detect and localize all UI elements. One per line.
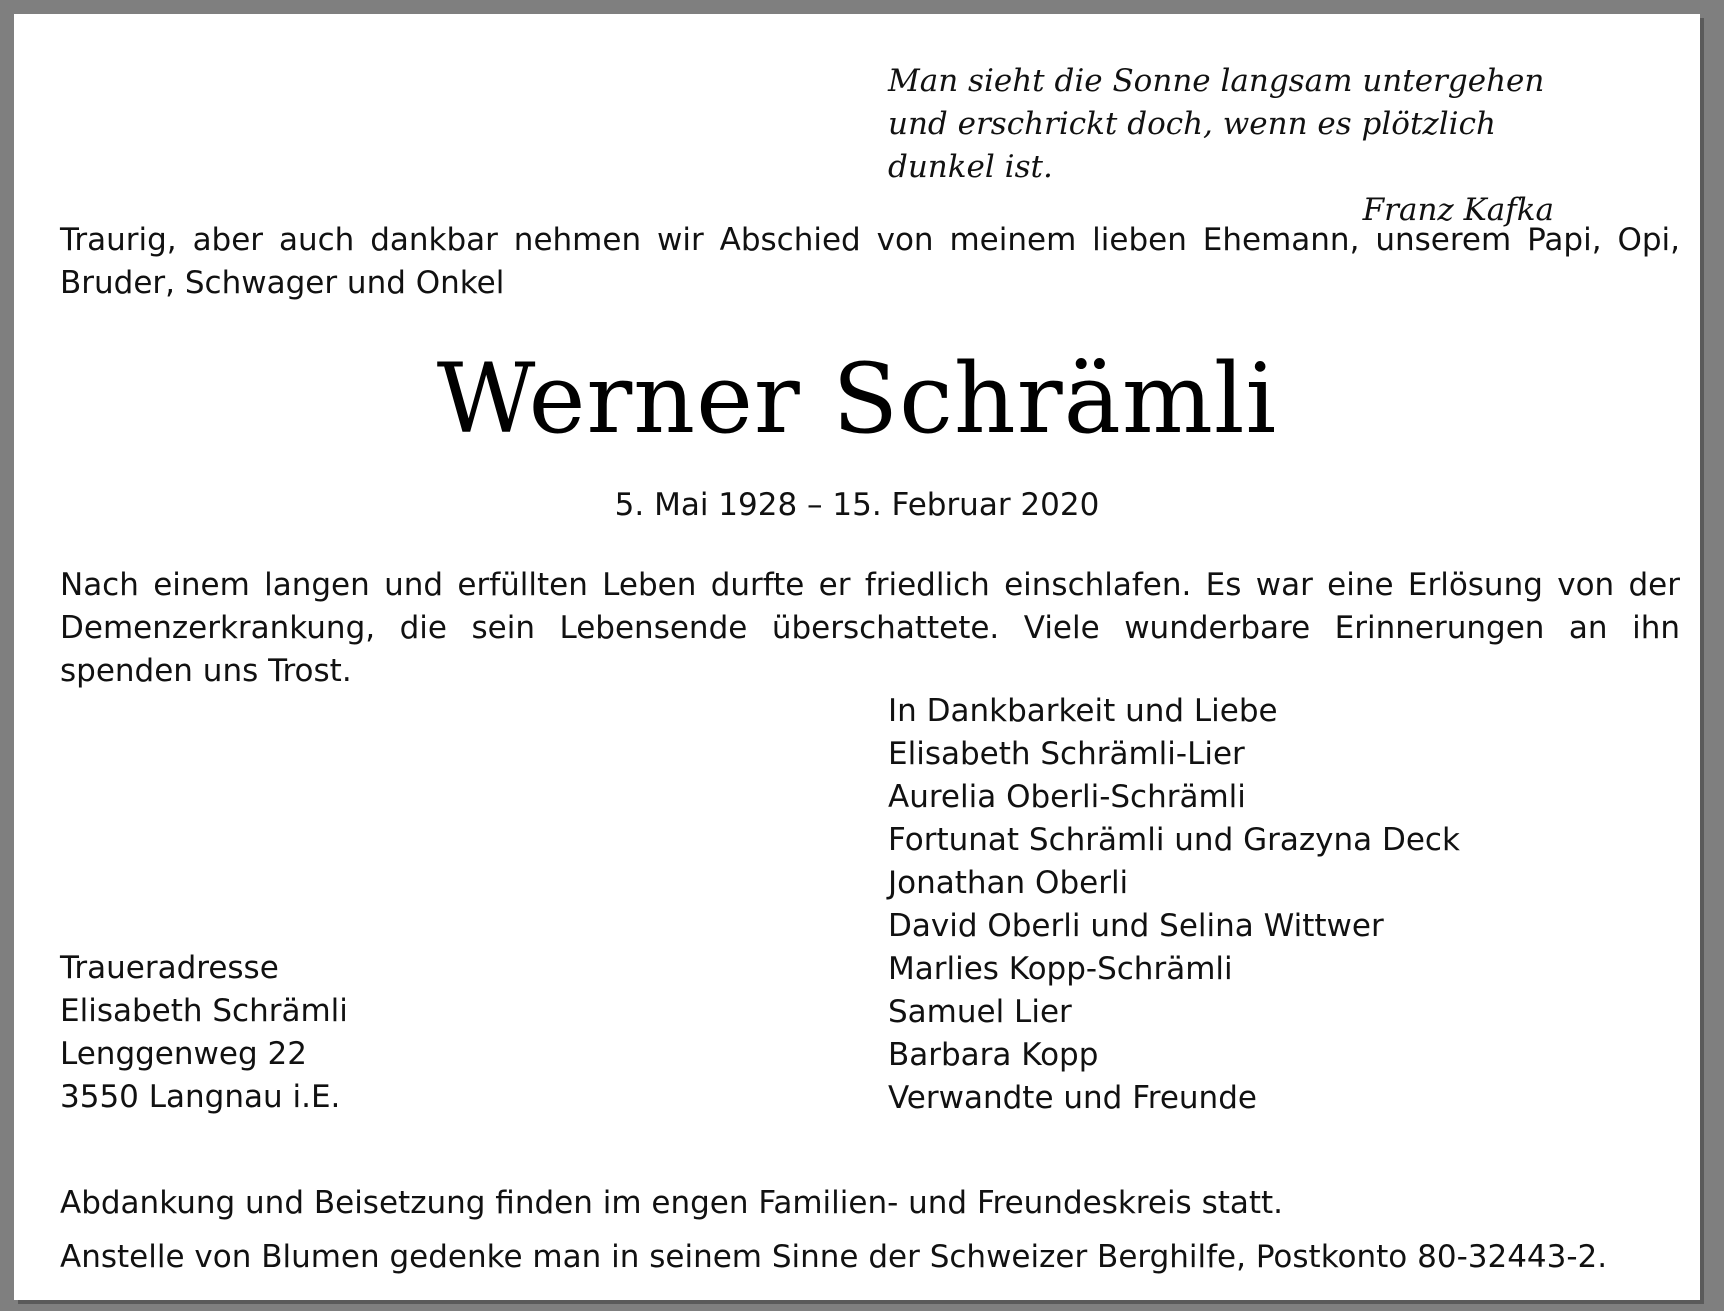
quote-line-1: Man sieht die Sonne langsam untergehen [888, 63, 1545, 99]
signatory: David Oberli und Selina Wittwer [888, 908, 1384, 944]
signatories-list [888, 690, 1688, 1120]
quote-line-2: und erschrickt doch, wenn es plötzlich dunkel ist. [888, 106, 1496, 185]
closing-notes [60, 1176, 1680, 1284]
address-street: Lenggenweg 22 [60, 1036, 307, 1072]
signatory: Verwandte und Freunde [888, 1080, 1257, 1116]
obituary-card [14, 14, 1700, 1300]
signatory: Elisabeth Schrämli-Lier [888, 736, 1245, 772]
signatory: Samuel Lier [888, 994, 1072, 1030]
address-name: Elisabeth Schrämli [60, 993, 348, 1029]
deceased-name: Werner Schrämli [436, 343, 1278, 455]
signatory: Jonathan Oberli [888, 865, 1129, 901]
donation-note: Anstelle von Blumen gedenke man in seinem Sinne der Schweizer Berghilfe, Postkonto 80-32443-2. [60, 1239, 1608, 1275]
address-city: 3550 Langnau i.E. [60, 1079, 341, 1115]
signatory: Barbara Kopp [888, 1037, 1099, 1073]
body-paragraph: Nach einem langen und erfüllten Leben durfte er friedlich einschlafen. Es war eine Erlösung von der Demenzerkrankung, die sein Lebensende überschattete. Viele wunderbare Erinnerungen an ihn spenden uns Trost. [60, 567, 1680, 689]
life-dates: 5. Mai 1928 – 15. Februar 2020 [614, 487, 1100, 523]
quote-author: Franz Kafka [1362, 192, 1554, 228]
signatory: Marlies Kopp-Schrämli [888, 951, 1233, 987]
signatory-closing: In Dankbarkeit und Liebe [888, 693, 1278, 729]
signatory: Aurelia Oberli-Schrämli [888, 779, 1246, 815]
epigraph-quote [888, 60, 1568, 232]
body-text [60, 564, 1680, 693]
ceremony-note: Abdankung und Beisetzung finden im engen Familien- und Freundeskreis statt. [60, 1185, 1284, 1221]
address-heading: Traueradresse [60, 950, 279, 986]
mourning-address [60, 947, 760, 1119]
intro-text: Traurig, aber auch dankbar nehmen wir Abschied von meinem lieben Ehemann, unserem Papi, Opi, Bruder, Schwager und Onkel [60, 222, 1680, 301]
signatory: Fortunat Schrämli und Grazyna Deck [888, 822, 1460, 858]
